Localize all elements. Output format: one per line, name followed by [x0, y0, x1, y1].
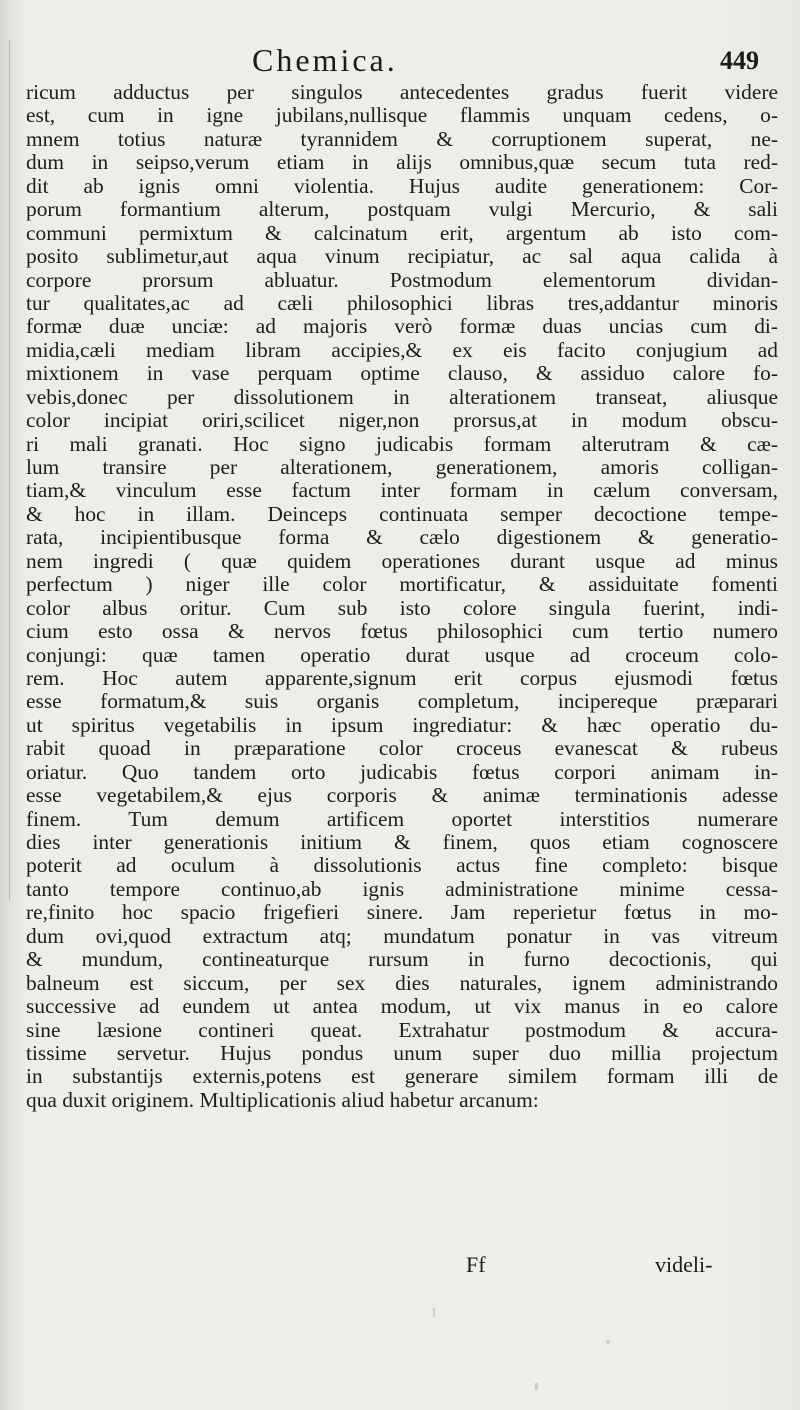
signature-mark: Ff	[466, 1252, 486, 1277]
text-line: dies inter generationis initium & finem, quos etiam cognoscere	[26, 831, 778, 854]
text-line: finem. Tum demum artificem oportet interstitios numerare	[26, 807, 778, 831]
page-gutter	[0, 0, 16, 1410]
text-line: ri mali granati. Hoc signo judicabis formam alterutram & cæ-	[26, 432, 778, 456]
text-line: posito sublimetur,aut aqua vinum recipiatur, ac sal aqua calida à	[26, 245, 778, 269]
text-line: color albus oritur. Cum sub isto colore singula fuerint, indi-	[26, 596, 778, 620]
text-line: oriatur. Quo tandem orto judicabis fœtus corpori animam in-	[26, 760, 778, 784]
text-line: dum ovi,quod extractum atq; mundatum ponatur in vas vitreum	[26, 924, 778, 948]
text-line: midia,cæli mediam libram accipies,& ex eis facito conjugium ad	[26, 338, 778, 362]
text-line: lum transire per alterationem, generationem, amoris colligan-	[26, 456, 778, 479]
text-line: poterit ad oculum à dissolutionis actus fine completo: bisque	[26, 854, 778, 878]
text-line: in substantijs externis,potens est generare similem formam illi de	[26, 1065, 778, 1089]
text-line: conjungi: quæ tamen operatio durat usque ad croceum colo-	[26, 643, 778, 667]
text-line: tur qualitates,ac ad cæli philosophici libras tres,addantur minoris	[26, 291, 778, 315]
paper-speck	[433, 1308, 435, 1317]
page-header	[0, 40, 800, 80]
text-line: balneum est siccum, per sex dies naturales, ignem administrando	[26, 971, 778, 995]
text-line: dit ab ignis omni violentia. Hujus audite generationem: Cor-	[26, 174, 778, 198]
text-line: tiam,& vinculum esse factum inter formam in cælum conversam,	[26, 479, 778, 503]
text-line: successive ad eundem ut antea modum, ut vix manus in eo calore	[26, 995, 778, 1019]
body-text	[26, 81, 778, 1112]
text-line: sine læsione contineri queat. Extrahatur postmodum & accura-	[26, 1018, 778, 1042]
text-line: re,finito hoc spacio frigefieri sinere. Jam reperietur fœtus in mo-	[26, 901, 778, 925]
text-line: rabit quoad in præparatione color croceus evanescat & rubeus	[26, 737, 778, 761]
text-line: nem ingredi ( quæ quidem operationes durant usque ad minus	[26, 549, 778, 573]
text-line: perfectum ) niger ille color mortificatur, & assiduitate fomenti	[26, 573, 778, 597]
text-line: & hoc in illam. Deinceps continuata semper decoctione tempe-	[26, 502, 778, 526]
text-line: & mundum, contineaturque rursum in furno decoctionis, qui	[26, 948, 778, 972]
text-line: formæ duæ unciæ: ad majoris verò formæ duas uncias cum di-	[26, 315, 778, 339]
text-line: est, cum in igne jubilans,nullisque flammis unquam cedens, o-	[26, 104, 778, 128]
paper-speck	[606, 1340, 610, 1344]
text-line: color incipiat oriri,scilicet niger,non prorsus,at in modum obscu-	[26, 409, 778, 433]
text-line: cium esto ossa & nervos fœtus philosophici cum tertio numero	[26, 620, 778, 644]
running-title: Chemica.	[252, 42, 398, 78]
text-line: esse formatum,& suis organis completum, incipereque præparari	[26, 690, 778, 714]
text-line: ut spiritus vegetabilis in ipsum ingrediatur: & hæc operatio du-	[26, 713, 778, 737]
text-line: esse vegetabilem,& ejus corporis & animæ terminationis adesse	[26, 784, 778, 808]
text-line: rata, incipientibusque forma & cælo digestionem & generatio-	[26, 526, 778, 550]
text-line: tanto tempore continuo,ab ignis administratione minime cessa-	[26, 877, 778, 901]
text-line: dum in seipso,verum etiam in alijs omnibus,quæ secum tuta red-	[26, 151, 778, 175]
paper-speck	[535, 1383, 538, 1390]
text-line: mnem totius naturæ tyrannidem & corruptionem superat, ne-	[26, 127, 778, 151]
text-line: qua duxit originem. Multiplicationis aliud habetur arcanum:	[26, 1088, 539, 1112]
text-line: tissime servetur. Hujus pondus unum super duo millia projectum	[26, 1041, 778, 1065]
text-line: ricum adductus per singulos antecedentes gradus fuerit videre	[26, 81, 778, 104]
page-footer	[0, 1252, 800, 1282]
page-number: 449	[720, 46, 759, 75]
binding-edge	[9, 40, 10, 900]
text-line: vebis,donec per dissolutionem in alterationem transeat, aliusque	[26, 385, 778, 409]
text-line: mixtionem in vase perquam optime clauso, & assiduo calore fo-	[26, 362, 778, 386]
text-line: porum formantium alterum, postquam vulgi Mercurio, & sali	[26, 198, 778, 222]
catchword: videli-	[655, 1252, 713, 1277]
text-line: communi permixtum & calcinatum erit, argentum ab isto com-	[26, 221, 778, 245]
text-line: corpore prorsum abluatur. Postmodum elementorum dividan-	[26, 268, 778, 292]
text-line: rem. Hoc autem apparente,signum erit corpus ejusmodi fœtus	[26, 666, 778, 690]
